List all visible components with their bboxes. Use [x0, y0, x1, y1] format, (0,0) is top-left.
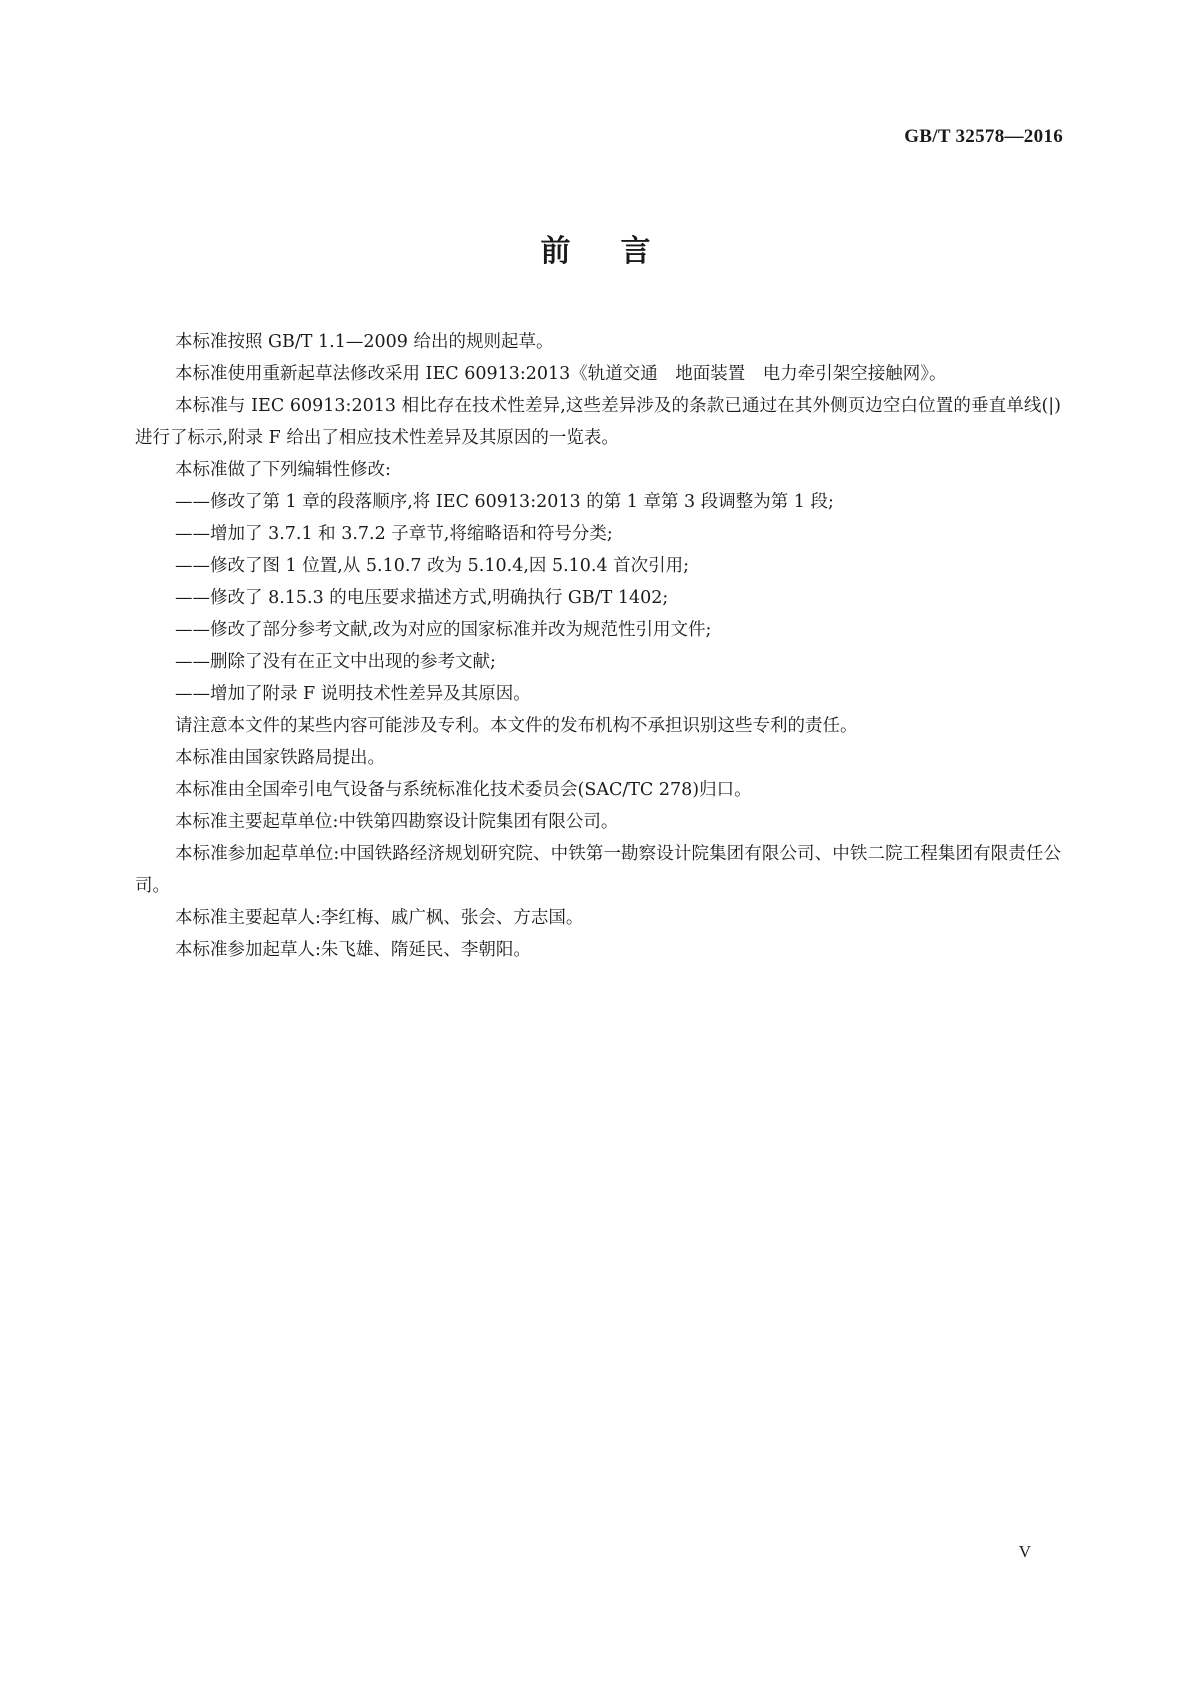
foreword-body [135, 326, 1061, 966]
paragraph-adoption: 本标准使用重新起草法修改采用 IEC 60913:2013《轨道交通 地面装置 电力牵引架空接触网》。 [175, 364, 947, 384]
paragraph-committee: 本标准由全国牵引电气设备与系统标准化技术委员会(SAC/TC 278)归口。 [175, 780, 752, 800]
paragraph-proposer: 本标准由国家铁路局提出。 [175, 748, 385, 768]
paragraph-drafting-rules: 本标准按照 GB/T 1.1—2009 给出的规则起草。 [175, 332, 554, 352]
edit-item: ——修改了图 1 位置,从 5.10.7 改为 5.10.4,因 5.10.4 首次引用; [175, 556, 690, 576]
edit-item: ——修改了第 1 章的段落顺序,将 IEC 60913:2013 的第 1 章第 3 段调整为第 1 段; [175, 492, 834, 512]
paragraph-main-drafters: 本标准主要起草人:李红梅、戚广枫、张会、方志国。 [175, 908, 584, 928]
standard-code: GB/T 32578—2016 [904, 126, 1063, 147]
paragraph-technical-differences: 本标准与 IEC 60913:2013 相比存在技术性差异,这些差异涉及的条款已通过在其外侧页边空白位置的垂直单线(|)进行了标示,附录 F 给出了相应技术性差异及其原因的一览表。 [135, 396, 1061, 448]
edit-item: ——增加了附录 F 说明技术性差异及其原因。 [175, 684, 531, 704]
edit-item: ——修改了 8.15.3 的电压要求描述方式,明确执行 GB/T 1402; [175, 588, 669, 608]
page-number: V [1018, 1542, 1031, 1561]
edit-item: ——修改了部分参考文献,改为对应的国家标准并改为规范性引用文件; [175, 620, 712, 640]
paragraph-participating-units: 本标准参加起草单位:中国铁路经济规划研究院、中铁第一勘察设计院集团有限公司、中铁二院工程集团有限责任公司。 [135, 844, 1061, 896]
paragraph-main-drafting-unit: 本标准主要起草单位:中铁第四勘察设计院集团有限公司。 [175, 812, 619, 832]
paragraph-editorial-intro: 本标准做了下列编辑性修改: [175, 460, 391, 480]
edit-item: ——删除了没有在正文中出现的参考文献; [175, 652, 496, 672]
paragraph-participating-drafters: 本标准参加起草人:朱飞雄、隋延民、李朝阳。 [175, 940, 531, 960]
page-title: 前言 [540, 234, 701, 269]
edit-item: ——增加了 3.7.1 和 3.7.2 子章节,将缩略语和符号分类; [175, 524, 613, 544]
paragraph-patent-notice: 请注意本文件的某些内容可能涉及专利。本文件的发布机构不承担识别这些专利的责任。 [175, 716, 858, 736]
